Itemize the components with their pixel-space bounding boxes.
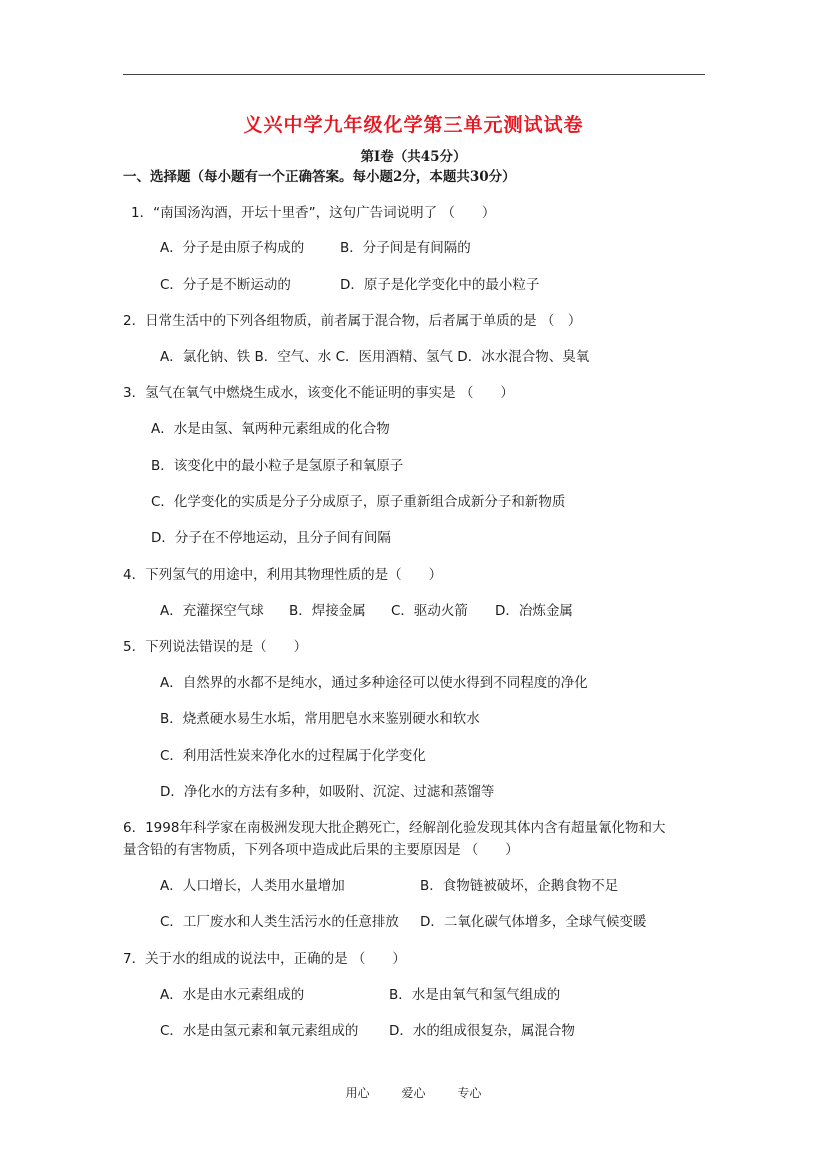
question-7-option-a: A．水是由水元素组成的 [160, 987, 305, 1003]
question-7-stem: 7．关于水的组成的说法中，正确的是 （ ） [123, 951, 406, 967]
section-heading: 一、选择题（每小题有一个正确答案。每小题2分，本题共30分） [123, 169, 516, 185]
question-2-stem: 2．日常生活中的下列各组物质，前者属于混合物，后者属于单质的是 （ ） [123, 313, 582, 329]
question-4-option-b: B．焊接金属 [289, 603, 366, 619]
page-footer [0, 1084, 827, 1101]
question-7-option-b: B．水是由氧气和氢气组成的 [389, 987, 561, 1003]
question-4-stem: 4．下列氢气的用途中，利用其物理性质的是（ ） [123, 567, 443, 583]
footer-text-3: 专心 [457, 1086, 482, 1100]
question-7-option-d: D．水的组成很复杂，属混合物 [389, 1023, 575, 1039]
question-1-option-c: C．分子是不断运动的 [160, 277, 291, 293]
question-4-option-d: D．冶炼金属 [495, 603, 573, 619]
question-5-option-c: C．利用活性炭来净化水的过程属于化学变化 [160, 748, 426, 764]
question-5-option-b: B．烧煮硬水易生水垢，常用肥皂水来鉴别硬水和软水 [160, 711, 480, 727]
header-rule [123, 74, 705, 75]
question-6-stem-line-2: 量含铅的有害物质，下列各项中造成此后果的主要原因是 （ ） [123, 842, 519, 858]
question-3-stem: 3．氢气在氧气中燃烧生成水，该变化不能证明的事实是 （ ） [123, 385, 514, 401]
footer-text-1: 用心 [345, 1086, 370, 1100]
question-1-stem: 1．“南国汤沟酒，开坛十里香”，这句广告词说明了 （ ） [131, 205, 496, 221]
question-6-option-d: D．二氧化碳气体增多，全球气候变暖 [420, 914, 647, 930]
question-5-option-d: D．净化水的方法有多种，如吸附、沉淀、过滤和蒸馏等 [160, 784, 495, 800]
question-4-option-c: C．驱动火箭 [391, 603, 468, 619]
question-3-option-a: A．水是由氢、氧两种元素组成的化合物 [151, 421, 390, 437]
question-1-option-a: A．分子是由原子构成的 [160, 240, 305, 256]
page-title: 义兴中学九年级化学第三单元测试试卷 [243, 114, 584, 136]
question-6-option-c: C．工厂废水和人类生活污水的任意排放 [160, 914, 399, 930]
question-7-option-c: C．水是由氢元素和氧元素组成的 [160, 1023, 359, 1039]
question-6-option-a: A．人口增长，人类用水量增加 [160, 878, 345, 894]
question-5-option-a: A．自然界的水都不是纯水，通过多种途径可以使水得到不同程度的净化 [160, 675, 588, 691]
question-6-option-b: B．食物链被破坏，企鹅食物不足 [420, 878, 619, 894]
question-6-stem-line-1: 6．1998年科学家在南极洲发现大批企鹅死亡，经解剖化验发现其体内含有超量氰化物和大 [123, 820, 666, 836]
question-3-option-d: D．分子在不停地运动，且分子间有间隔 [151, 530, 391, 546]
question-1-option-b: B．分子间是有间隔的 [340, 240, 471, 256]
question-4-option-a: A．充灌探空气球 [160, 603, 264, 619]
question-3-option-b: B．该变化中的最小粒子是氢原子和氧原子 [151, 458, 404, 474]
question-2-options: A．氯化钠、铁 B．空气、水 C．医用酒精、氢气 D．冰水混合物、臭氧 [160, 349, 590, 365]
paper-section-title: 第Ⅰ卷（共45分） [360, 149, 467, 165]
question-1-option-d: D．原子是化学变化中的最小粒子 [340, 277, 540, 293]
question-5-stem: 5．下列说法错误的是（ ） [123, 639, 308, 655]
footer-text-2: 爱心 [401, 1086, 426, 1100]
question-3-option-c: C．化学变化的实质是分子分成原子，原子重新组合成新分子和新物质 [151, 494, 566, 510]
